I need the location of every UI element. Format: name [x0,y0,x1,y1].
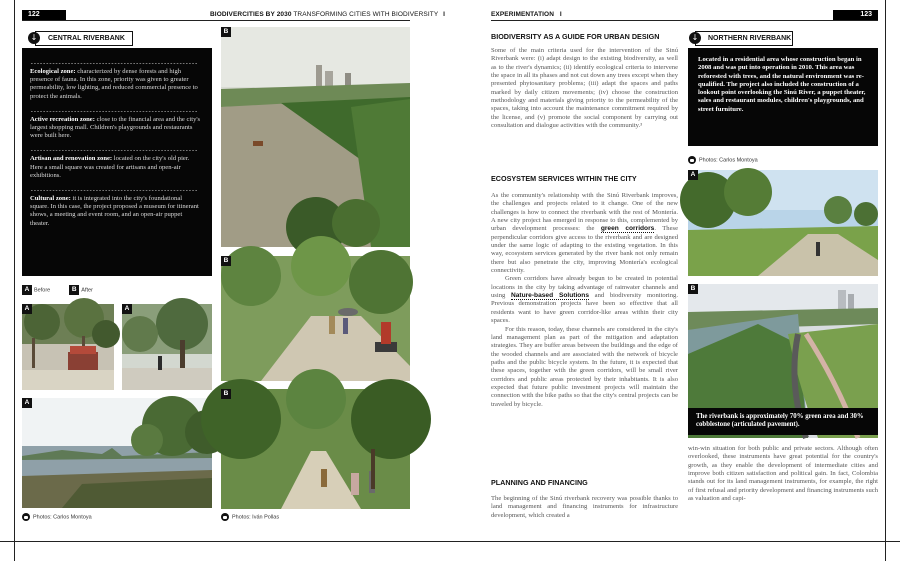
zone-ecological [30,68,202,101]
photo-tag-b: B [688,284,698,294]
zones-panel [22,48,212,276]
zone-divider: ------------------------------------------------------ [30,107,198,115]
photo-before-riverbank [22,398,212,508]
photo-before-market-stalls-image [22,304,114,390]
northern-riverbank-label: NORTHERN RIVERBANK [708,35,792,42]
photo-tag-b: B [221,256,231,266]
credit-text: Photos: Carlos Montoya [33,514,92,521]
zone-title: Ecological zone: [30,68,76,75]
section-title-planning: PLANNING AND FINANCING [491,478,588,487]
photo-northern-riverbank-path [688,170,878,276]
photo-tag-a: A [22,398,32,408]
photo-credit-right [688,156,758,164]
urban-design-text: Some of the main criteria used for the intervention of the Sinú Riverbank were: (i) adapt design to the existing biodiversity, as well as to the river's dynamics; (ii) identify ecological criteria to intervene the space in all its phases and not cut down any trees except when they presented phytosanitary problems; (iii) adapt the spaces and paths marked by daily citizen movements; (iv) choose the construction methodology and materials giving priority to the permeability of the spaces, taking into account the maintenance commitment required by the license, and (v) promote the social component by carrying out consultation and dialogue activities with the community.³ [491,47,678,130]
header-rule-left [22,20,410,21]
right-running-header [491,10,562,20]
zone-title: Cultural zone: [30,195,71,203]
credit-text: Photos: Iván Pollas [232,514,280,521]
green-corridors-term: green corridors [600,225,655,233]
planning-paragraph [491,495,678,520]
zone-text: it is integrated into the city's foundational square. In this case, the project proposed a museum for itinerant shows, a meeting and event room, and an open-air puppet theater. [30,195,199,227]
zone-divider: ------------------------------------------------------ [30,187,198,195]
running-title-right: EXPERIMENTATION [491,11,555,18]
photo-tag-b: B [221,27,231,37]
ecosystem-paragraph-2 [491,275,678,325]
camera-icon [221,513,229,521]
right-column-paragraph [688,445,878,503]
eco-p1-text-b: . These perpendicular corridors give access to the riverbank and are designed under the same logic of adapting to the existing vegetation. In this way, ecosystem services generated by the river bank not only remain there but also penetrate the city, improving Montería's ecological connectivity. [491,225,678,275]
legend-after-label: After [81,287,93,294]
arrow-down-circle-icon: ↓ [28,32,40,44]
northern-riverbank-heading [695,31,793,46]
before-after-legend [22,285,93,295]
photo-before-tree-path [122,304,212,390]
zone-title: Active recreation zone: [30,115,95,123]
zone-divider: ------------------------------------------------------ [30,60,198,67]
photo-tag-b: B [221,389,231,399]
photo-tag-a: A [22,304,32,314]
photo-after-river-aerial [221,27,410,247]
section-title-ecosystem: ECOSYSTEM SERVICES WITHIN THE CITY [491,174,637,183]
zone-text: close to the financial area and the city's largest shopping mall. Children's playgrounds and restaurants were built here. [30,115,201,140]
credit-text: Photos: Carlos Montoya [699,157,758,164]
arrow-down-circle-icon: ↓ [689,32,701,44]
zone-title: Artisan and renovation zone: [30,155,113,163]
zone-cultural [30,195,202,228]
photo-after-park-path [221,256,410,381]
central-riverbank-heading [35,31,133,46]
central-riverbank-label: CENTRAL RIVERBANK [48,35,125,42]
camera-icon [22,513,30,521]
left-margin-rule [14,0,15,561]
northern-riverbank-panel [688,48,878,146]
ecosystem-paragraph-3: For this reason, today, these channels are considered in the city's land management plan as part of the mitigation and adaptation strategies. They are buffer areas between the buildings and the edge of the wooded channels and are associated with the network of bicycle paths and the public bicycle system. In the future, it is expected that these spaces, together with the green corridors, will be small river corridors and public areas protected by their inhabitants. It is also expected that future public investment projects will maintain the connection with the bike paths so that the city's central projects can be traveled by bicycle. [491,325,678,408]
photo-before-riverbank-image [22,398,212,508]
eco-p1-text-a: As the community's relationship with the Sinú Riverbank improves, the challenges and projects related to it change. One of the new challenges is how to connect the riverbank with the rest of Montería. A new city project has emerged in response to this, complemented by urban development processes: the [491,192,678,233]
photo-before-tree-path-image [122,304,212,390]
photo-tag-a: A [688,170,698,180]
photo-credit-middle [221,513,279,521]
photo-after-park-path-image [221,256,410,381]
eco-p2-text-b: and biodiversity monitoring. Previous demonstration projects have been so effective that all residents want to have green corridor-like areas within their city spaces. [491,292,678,325]
header-rule-right [491,20,878,21]
right-page-number: 123 [833,10,878,20]
legend-b-tag: B [69,285,79,295]
zone-active-recreation [30,116,202,141]
running-separator: I [443,11,446,18]
zone-artisan-renovation [30,155,202,180]
photo-northern-riverbank-path-image [688,170,878,276]
zone-text: located on the city's old pier. Here a small square was created for artisans and open-air exhibitions. [30,155,190,179]
legend-a-tag: A [22,285,32,295]
right-margin-rule [885,0,886,561]
camera-icon [688,156,696,164]
zone-text: characterized by dense forests and high presence of fauna. In this zone, priority was given to greater permeability, low lighting, and reduced commercial presence to protect the animals. [30,68,198,100]
left-page-number: 122 [22,10,66,20]
running-separator-right: I [559,11,562,18]
legend-before-label: Before [34,287,51,294]
planning-text: The beginning of the Sinú riverbank recovery was possible thanks to land management and financing instruments for infrastructure development, which created a [491,495,678,519]
eco-p2-text-a: Green corridors have already begun to be created in potential locations in the city by taking advantage of rainwater channels and using [491,275,678,300]
running-title-bold: BIODIVERCITIES BY 2030 [210,11,292,18]
ecosystem-paragraphs [491,192,678,409]
ecosystem-paragraph-1 [491,192,678,275]
running-title-light: TRANSFORMING CITIES WITH BIODIVERSITY [291,11,439,18]
left-running-header [210,10,445,20]
right-column-text: win-win situation for both public and private sectors. Although often overlooked, these instruments have great potential for the country's growth, as they enable the development of intermediate cities and improve both citizen satisfaction and political gain. In fact, Colombia stands out for its land management instruments, for example, the right of first refusal and priority development and financing instruments such as valuation and capi- [688,445,878,503]
urban-design-paragraph [491,47,678,130]
photo-credit-left [22,513,92,521]
photo-after-river-aerial-image [221,27,410,247]
nature-based-solutions-term: Nature-based Solutions [510,292,589,300]
section-title-urban-design: BIODIVERSITY AS A GUIDE FOR URBAN DESIGN [491,32,660,41]
photo-before-market-stalls [22,304,114,390]
photo-after-tree-lined-walkway-image [221,389,410,509]
photo-tag-a: A [122,304,132,314]
bottom-rule [0,541,900,542]
riverbank-caption: The riverbank is approximately 70% green area and 30% cobblestone (articulated pavement). [688,408,878,435]
zone-divider: ------------------------------------------------------ [30,147,198,155]
northern-riverbank-text: Located in a residential area whose construction began in 2008 and was put into operation in 2010. This area was reforested with trees, and the natural environment was re-qualified. The project also included the construction of a lookout point overlooking the Sinú River, a puppet theater, sales and restaurant modules, children's playgrounds, and street furniture. [698,56,866,113]
photo-after-tree-lined-walkway [221,389,410,509]
